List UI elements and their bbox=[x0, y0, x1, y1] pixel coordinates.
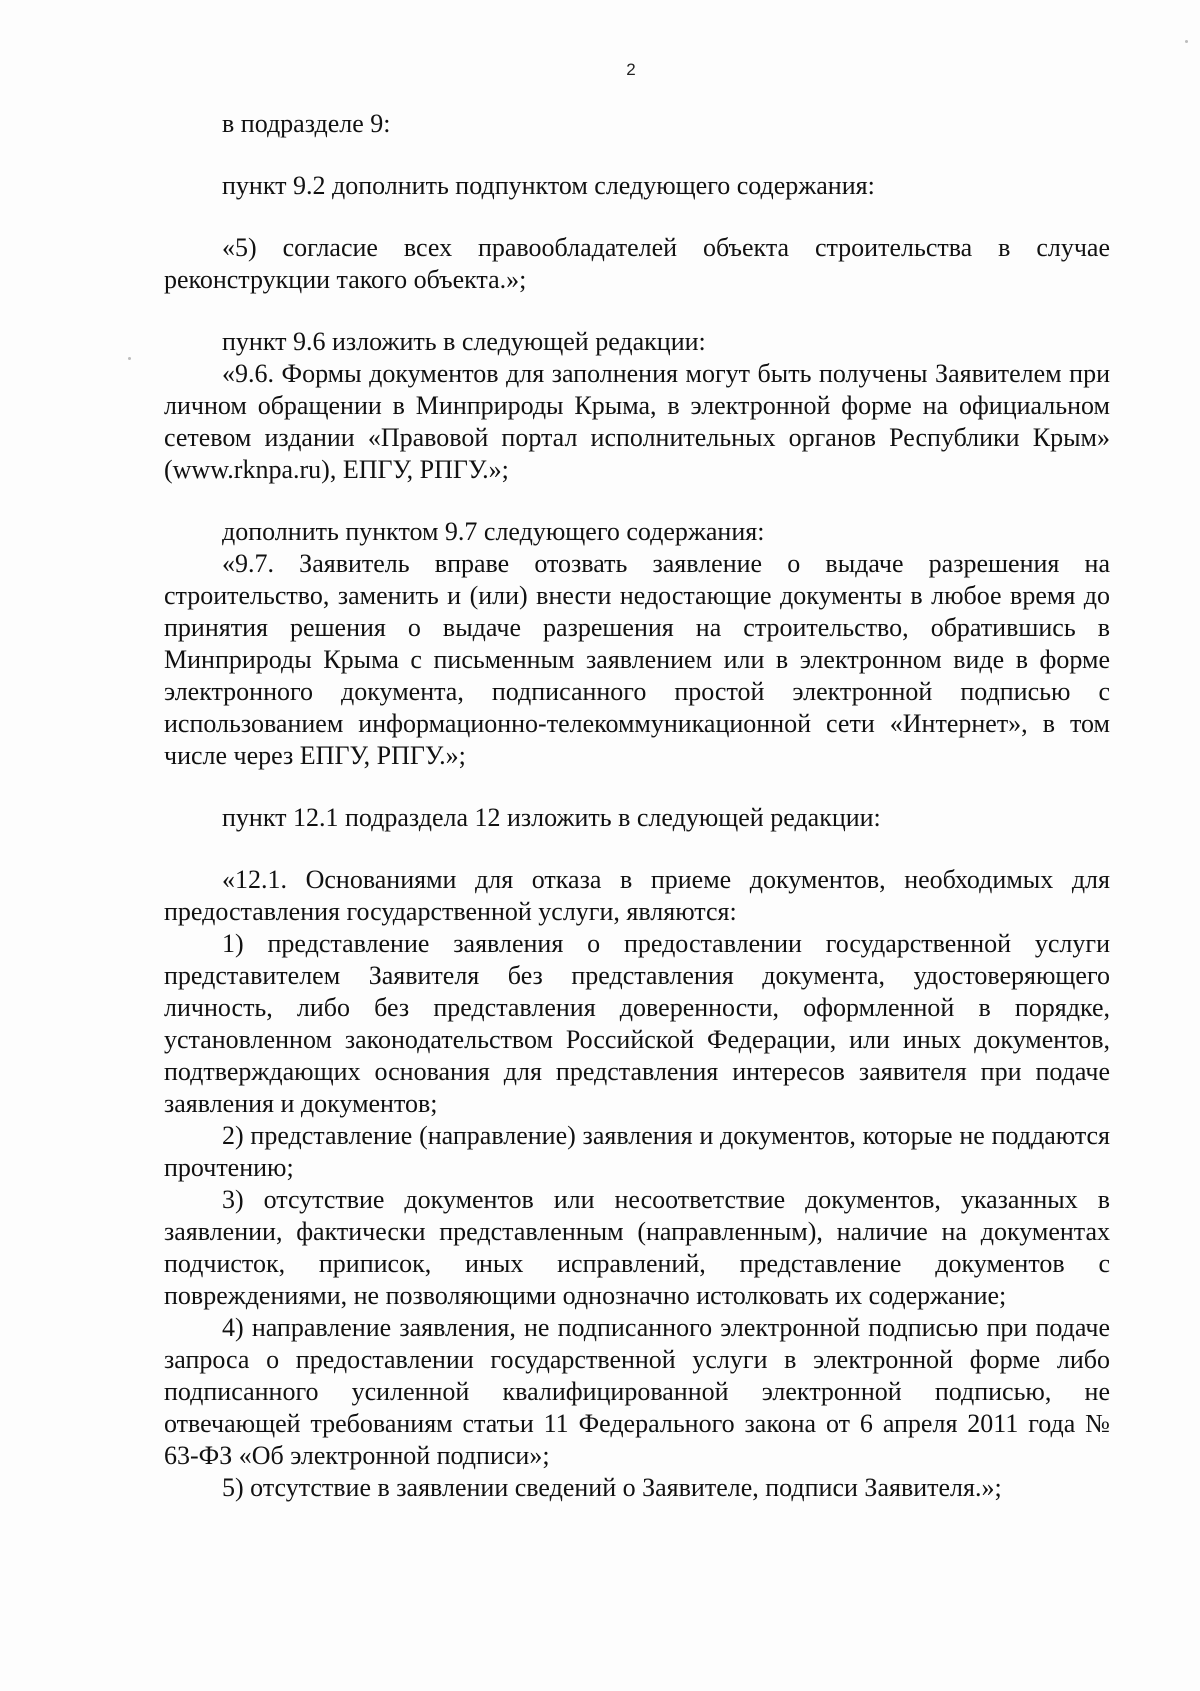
paragraph-item-9-6-text: «9.6. Формы документов для заполнения могут быть получены Заявителем при личном обращении в Минприроды Крыма, в электронной форме на официальном сетевом издании «Правовой портал исполнительных органов Республики Крым» (www.rknpa.ru), ЕПГУ, РПГУ.»; bbox=[164, 359, 1110, 484]
scan-speck bbox=[1185, 40, 1188, 43]
list-item: 1) представление заявления о предоставлении государственной услуги представителем Заявителя без представления документа, удостоверяющего личность, либо без представления доверенности, оформленной в порядке, установленном законодательством Российской Федерации, или иных документов, подтверждающих основания для представления интересов заявителя при подаче заявления и документов; bbox=[164, 929, 1110, 1118]
paragraph-item-9-2-subitem-5: «5) согласие всех правообладателей объекта строительства в случае реконструкции такого объекта.»; bbox=[164, 233, 1110, 294]
list-item: 5) отсутствие в заявлении сведений о Заявителе, подписи Заявителя.»; bbox=[222, 1473, 1002, 1502]
paragraph-item-9-7-intro: дополнить пунктом 9.7 следующего содержания: bbox=[222, 517, 765, 546]
paragraph-item-12-1-text: «12.1. Основаниями для отказа в приеме документов, необходимых для предоставления государственной услуги, являются: bbox=[164, 865, 1110, 926]
paragraph-item-12-1-intro: пункт 12.1 подраздела 12 изложить в следующей редакции: bbox=[222, 803, 881, 832]
page-number: 2 bbox=[626, 60, 636, 79]
document-body bbox=[164, 108, 1110, 1504]
scan-speck bbox=[128, 357, 131, 360]
list-item: 3) отсутствие документов или несоответствие документов, указанных в заявлении, фактически представленным (направленным), наличие на документах подчисток, приписок, иных исправлений, представление документов с повреждениями, не позволяющими однозначно истолковать их содержание; bbox=[164, 1185, 1110, 1310]
list-item: 4) направление заявления, не подписанного электронной подписью при подаче запроса о предоставлении государственной услуги в электронной форме либо подписанного усиленной квалифицированной электронной подписью, не отвечающей требованиям статьи 11 Федерального закона от 6 апреля 2011 года № 63-ФЗ «Об электронной подписи»; bbox=[164, 1313, 1110, 1470]
paragraph-item-9-6-intro: пункт 9.6 изложить в следующей редакции: bbox=[222, 327, 706, 356]
paragraph-item-9-7-text: «9.7. Заявитель вправе отозвать заявление о выдаче разрешения на строительство, заменить и (или) внести недостающие документы в любое время до принятия решения о выдаче разрешения на строительство, обратившись в Минприроды Крыма с письменным заявлением или в электронном виде в форме электронного документа, подписанного простой электронной подписью с использованием информационно-телекоммуникационной сети «Интернет», в том числе через ЕПГУ, РПГУ.»; bbox=[164, 549, 1110, 770]
paragraph-item-9-2-intro: пункт 9.2 дополнить подпунктом следующего содержания: bbox=[222, 171, 875, 200]
paragraph-subsection-9: в подразделе 9: bbox=[222, 109, 391, 138]
list-item: 2) представление (направление) заявления и документов, которые не поддаются прочтению; bbox=[164, 1121, 1110, 1182]
